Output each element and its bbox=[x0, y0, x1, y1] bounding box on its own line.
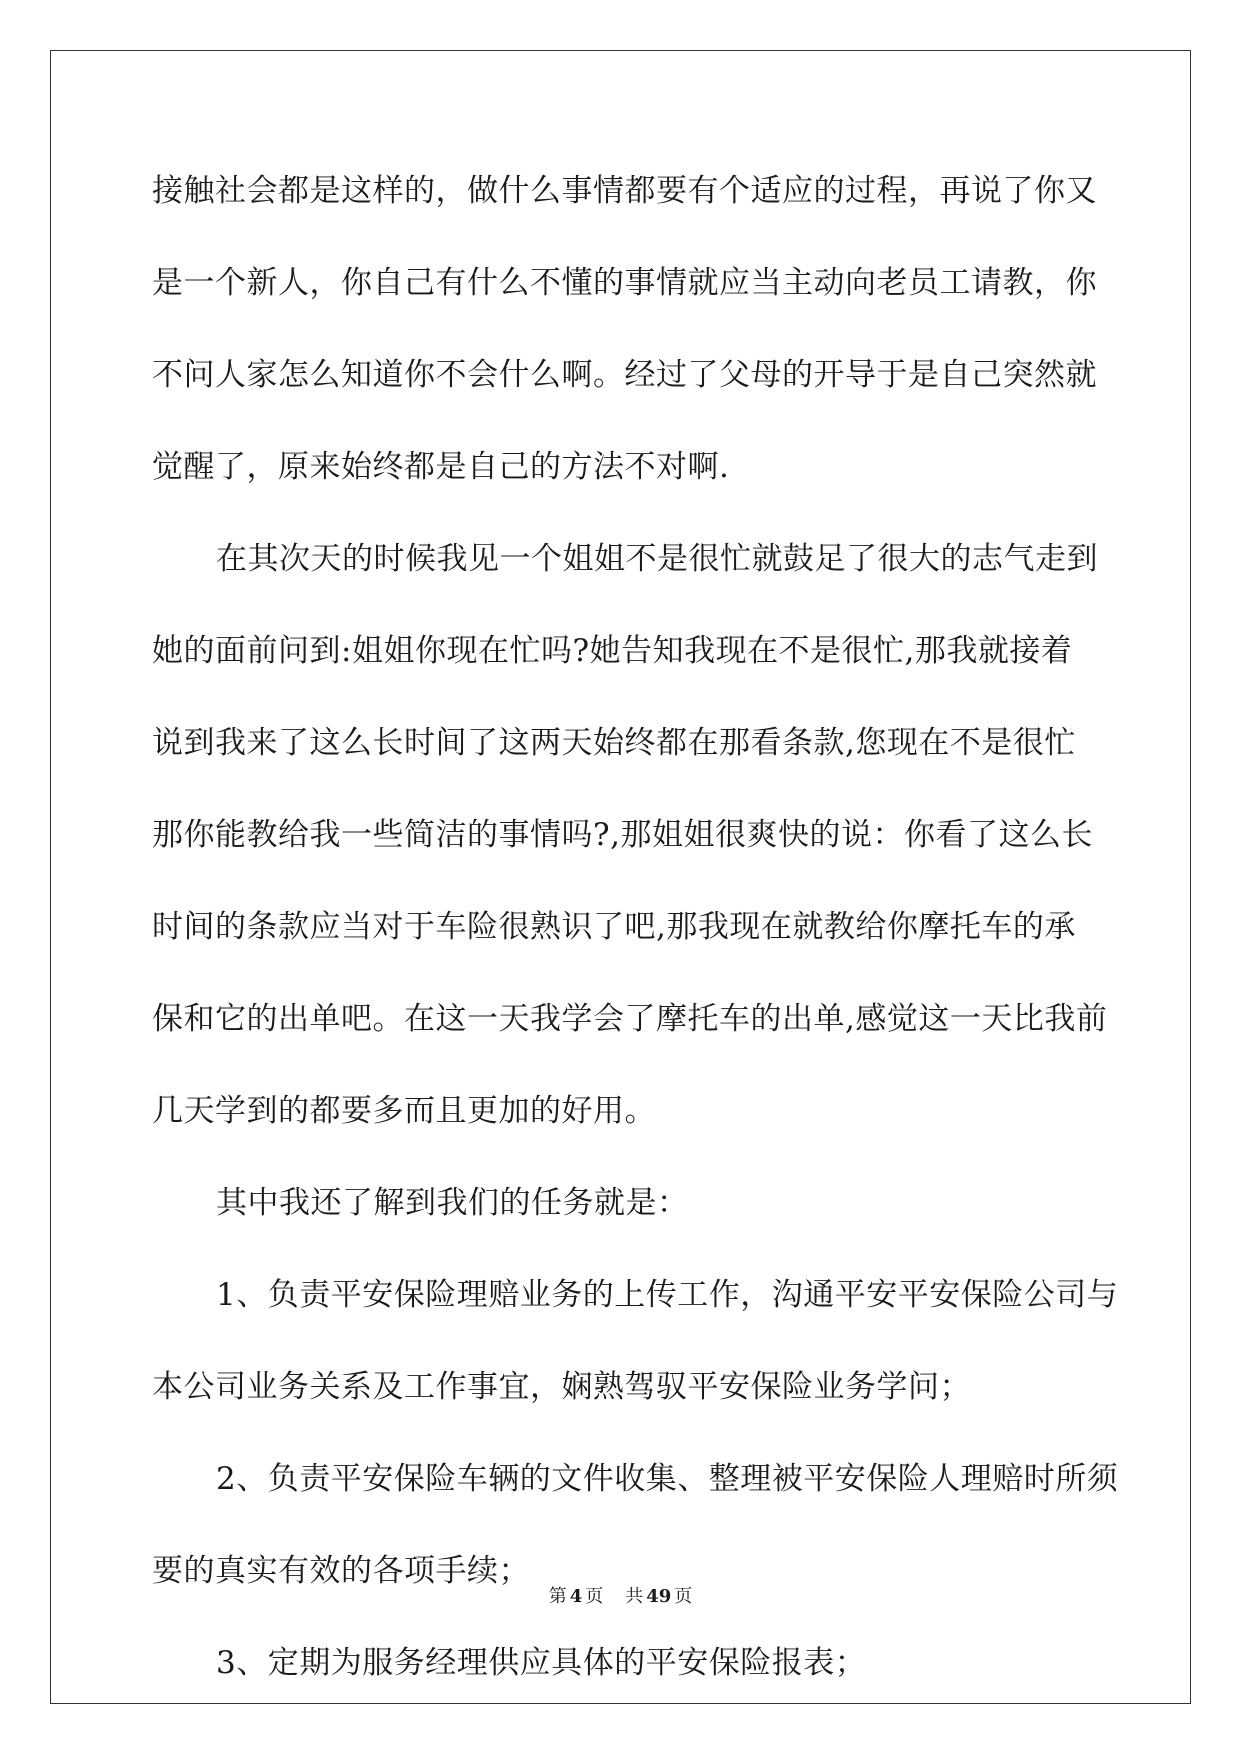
footer-prefix: 第 bbox=[548, 1586, 567, 1607]
current-page-number: 4 bbox=[569, 1586, 583, 1607]
text-line: 3、定期为服务经理供应具体的平安保险报表； bbox=[216, 1645, 867, 1681]
text-line: 1、负责平安保险理赔业务的上传工作，沟通平安平安保险公司与 bbox=[216, 1277, 1119, 1313]
text-line: 本公司业务关系及工作事宜，娴熟驾驭平安保险业务学问； bbox=[152, 1369, 971, 1405]
text-line: 其中我还了解到我们的任务就是： bbox=[216, 1185, 689, 1221]
text-line: 说到我来了这么长时间了这两天始终都在那看条款,您现在不是很忙 bbox=[152, 725, 1076, 761]
footer-page-suffix: 页 bbox=[585, 1586, 604, 1607]
text-line: 她的面前问到:姐姐你现在忙吗?她告知我现在不是很忙,那我就接着 bbox=[152, 633, 1073, 669]
total-pages-number: 49 bbox=[646, 1586, 672, 1607]
text-line: 几天学到的都要多而且更加的好用。 bbox=[152, 1093, 656, 1129]
text-line: 不问人家怎么知道你不会什么啊。经过了父母的开导于是自己突然就 bbox=[152, 357, 1097, 393]
text-line: 保和它的出单吧。在这一天我学会了摩托车的出单,感觉这一天比我前 bbox=[152, 1001, 1108, 1037]
text-line: 接触社会都是这样的，做什么事情都要有个适应的过程，再说了你又 bbox=[152, 173, 1097, 209]
text-line: 时间的条款应当对于车险很熟识了吧,那我现在就教给你摩托车的承 bbox=[152, 909, 1076, 945]
footer-total-prefix: 共 bbox=[625, 1586, 644, 1607]
document-body bbox=[152, 160, 1119, 1724]
text-line: 是一个新人，你自己有什么不懂的事情就应当主动向老员工请教，你 bbox=[152, 265, 1097, 301]
text-line: 在其次天的时候我见一个姐姐不是很忙就鼓足了很大的志气走到 bbox=[216, 541, 1098, 577]
page-number-footer bbox=[0, 1582, 1241, 1608]
footer-total-suffix: 页 bbox=[674, 1586, 693, 1607]
text-line: 2、负责平安保险车辆的文件收集、整理被平安保险人理赔时所须 bbox=[216, 1461, 1119, 1497]
text-line: 那你能教给我一些简洁的事情吗?,那姐姐很爽快的说：你看了这么长 bbox=[152, 817, 1093, 853]
text-line: 觉醒了，原来始终都是自己的方法不对啊. bbox=[152, 449, 730, 485]
text-line: 要的真实有效的各项手续； bbox=[152, 1553, 530, 1589]
